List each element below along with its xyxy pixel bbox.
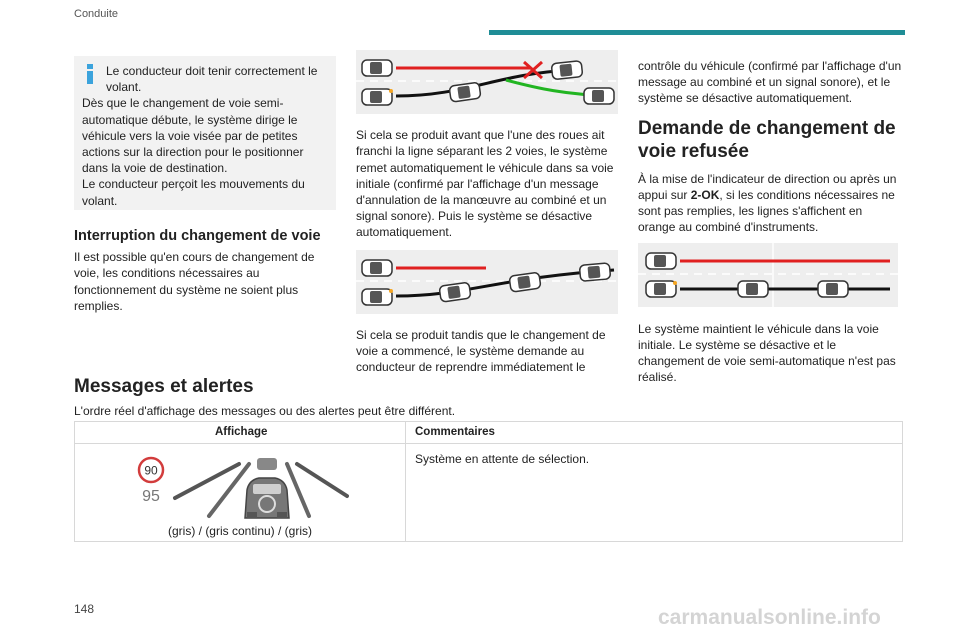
car-icon [362, 89, 393, 105]
set-speed-value: 95 [142, 488, 160, 505]
lane-change-refused-diagram [638, 243, 898, 307]
car-rear-icon [245, 478, 289, 518]
messages-section [74, 376, 903, 418]
info-line-3: Le conducteur perçoit les mouvements du volant. [82, 177, 305, 208]
col2-paragraph-1: Si cela se produit avant que l'une des roues ait franchi la ligne séparant les 2 voies, le système remet automatiquement le véhicule dans sa voie initiale (confirmé par l'affichage d'un message d'annulation de la manœuvre au combiné et un signal sonore). Puis le système se désactive automatiquement. [356, 128, 614, 240]
button-label-2ok: 2-OK [690, 187, 720, 202]
interruption-heading: Interruption du changement de voie [74, 228, 321, 244]
car-icon [646, 253, 676, 269]
col3-paragraph-final: Le système maintient le véhicule dans la voie initiale. Le système se désactive et le changement de voie semi-automatique n'est pas réalisé. [638, 321, 896, 385]
info-box [74, 56, 336, 210]
lane-assist-display-icon [137, 456, 349, 522]
info-line-1: Le conducteur doit tenir correctement le volant. [106, 64, 318, 95]
car-icon [738, 281, 768, 297]
page-number: 148 [74, 602, 95, 616]
watermark: carmanualsonline.info [658, 606, 881, 629]
column-header-display: Affichage [215, 426, 268, 438]
car-icon [551, 61, 583, 80]
messages-lead: L'ordre réel d'affichage des messages ou des alertes peut être différent. [74, 404, 456, 418]
column-3 [638, 58, 902, 385]
header-title: Conduite [74, 8, 119, 20]
lane-change-cancel-diagram [356, 50, 618, 114]
column-2 [356, 50, 618, 375]
column-1 [74, 56, 336, 314]
car-icon [362, 289, 393, 305]
messages-heading: Messages et alertes [74, 376, 254, 397]
table-divider [405, 422, 406, 541]
col3-paragraph-continued: contrôle du véhicule (confirmé par l'affichage d'un message au combiné et un signal sonore), et le système se désactive automatiquement. [638, 59, 902, 106]
speed-limit-value: 90 [144, 463, 158, 478]
column-header-comments: Commentaires [415, 426, 495, 438]
refused-heading: Demande de changement de voie refusée [638, 117, 896, 162]
car-icon [449, 82, 481, 102]
car-icon [362, 260, 392, 276]
messages-table [74, 421, 903, 542]
info-icon [83, 64, 97, 84]
lane-change-takeover-diagram [356, 250, 618, 314]
car-icon [584, 88, 614, 104]
info-line-2: Dès que le changement de voie semi-automatique débute, le système dirige le véhicule vers la voie visée par de petites actions sur la direction pour le positionner dans la voie de destination. [82, 96, 304, 176]
col2-paragraph-2: Si cela se produit tandis que le changement de voie a commencé, le système demande au conducteur de reprendre immédiatement le [356, 327, 606, 375]
car-icon [509, 272, 541, 292]
comment-cell: Système en attente de sélection. [415, 452, 590, 466]
header-accent-bar [489, 30, 905, 35]
car-icon [362, 60, 392, 76]
car-icon [818, 281, 848, 297]
table-header-row [75, 422, 902, 444]
car-icon [646, 281, 677, 297]
refused-text: À la mise de l'indicateur de direction ou après un appui sur 2-OK, si les conditions nécessaires ne sont pas remplies, les lignes s'affichent en orange au combiné d'instruments. [638, 171, 897, 235]
car-icon [439, 282, 471, 302]
car-icon [579, 262, 610, 281]
interruption-text: Il est possible qu'en cours de changement de voie, les conditions nécessaires au fonctionnement du système ne soient plus remplies. [74, 250, 315, 313]
display-caption: (gris) / (gris continu) / (gris) [167, 524, 313, 538]
